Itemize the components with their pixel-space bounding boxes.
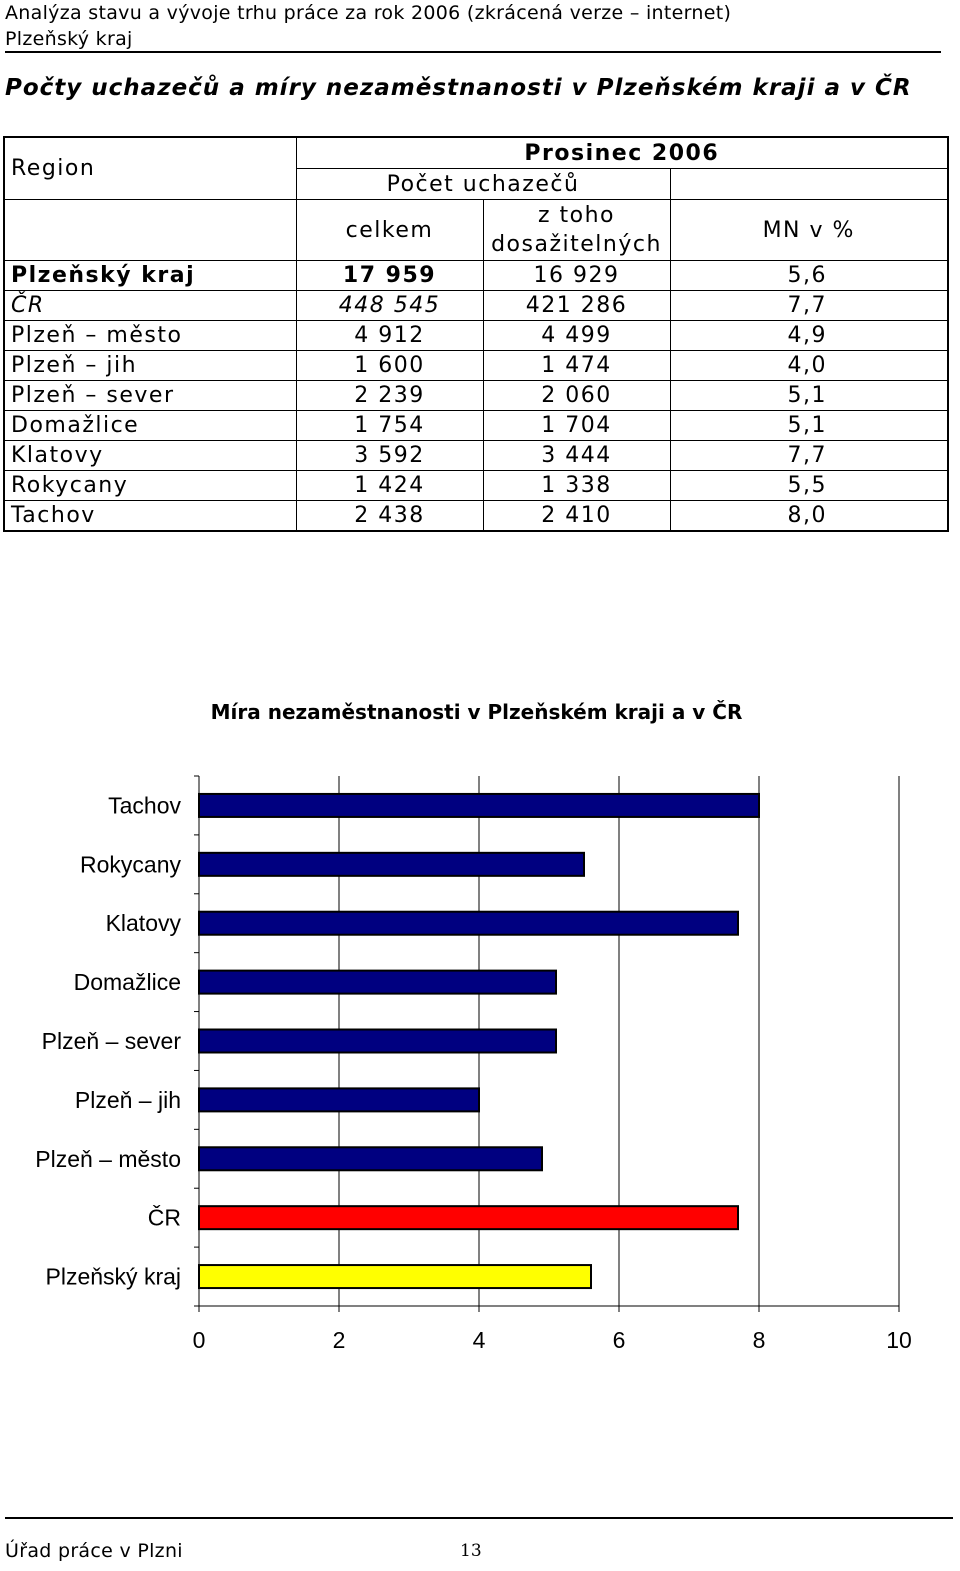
section-title: Počty uchazečů a míry nezaměstnanosti v Plzeňském kraji a v ČR <box>5 75 912 101</box>
table-header-row-3 <box>4 200 948 261</box>
region-cell: ČR <box>4 291 296 321</box>
bar <box>199 1147 542 1170</box>
unemployment-rate-chart <box>0 760 953 1370</box>
table-row <box>4 381 948 411</box>
rate-cell: 5,1 <box>670 381 948 411</box>
total-cell: 2 239 <box>296 381 483 411</box>
header-rule <box>5 51 941 53</box>
available-cell: 1 474 <box>483 351 670 381</box>
document-header <box>5 0 941 52</box>
total-header: celkem <box>296 200 483 261</box>
x-tick-label: 2 <box>332 1327 346 1353</box>
table-body <box>4 261 948 532</box>
available-cell: 4 499 <box>483 321 670 351</box>
rate-cell: 4,0 <box>670 351 948 381</box>
available-cell: 16 929 <box>483 261 670 291</box>
available-header: z toho dosažitelných <box>483 200 670 261</box>
available-cell: 421 286 <box>483 291 670 321</box>
rate-cell: 5,1 <box>670 411 948 441</box>
bar <box>199 794 759 817</box>
bar <box>199 853 584 876</box>
region-cell: Klatovy <box>4 441 296 471</box>
table-row <box>4 441 948 471</box>
x-tick-label: 4 <box>472 1327 486 1353</box>
region-cell: Plzeňský kraj <box>4 261 296 291</box>
total-cell: 4 912 <box>296 321 483 351</box>
table-row <box>4 471 948 501</box>
category-label: Plzeňský kraj <box>45 1263 181 1290</box>
x-tick-label: 6 <box>612 1327 626 1353</box>
bar <box>199 971 556 994</box>
total-cell: 3 592 <box>296 441 483 471</box>
region-cell: Plzeň – sever <box>4 381 296 411</box>
region-cell: Tachov <box>4 501 296 532</box>
bar <box>199 1088 479 1111</box>
category-label: Tachov <box>108 792 181 819</box>
rate-cell: 5,5 <box>670 471 948 501</box>
total-cell: 1 424 <box>296 471 483 501</box>
table-row <box>4 411 948 441</box>
rate-cell: 5,6 <box>670 261 948 291</box>
region-cell: Plzeň – město <box>4 321 296 351</box>
table-row <box>4 501 948 532</box>
bar <box>199 1030 556 1053</box>
available-cell: 1 704 <box>483 411 670 441</box>
rate-cell: 7,7 <box>670 441 948 471</box>
footer-office: Úřad práce v Plzni <box>5 1540 183 1562</box>
category-label: Rokycany <box>80 851 181 878</box>
table-row <box>4 321 948 351</box>
total-cell: 448 545 <box>296 291 483 321</box>
rate-header: MN v % <box>670 200 948 261</box>
category-label: Plzeň – jih <box>74 1086 181 1113</box>
category-label: ČR <box>147 1204 181 1231</box>
chart-title: Míra nezaměstnanosti v Plzeňském kraji a v ČR <box>210 700 743 724</box>
table-row <box>4 351 948 381</box>
rate-cell: 4,9 <box>670 321 948 351</box>
total-cell: 2 438 <box>296 501 483 532</box>
bar <box>199 1206 738 1229</box>
available-cell: 2 060 <box>483 381 670 411</box>
footer-rule <box>5 1517 953 1519</box>
available-cell: 2 410 <box>483 501 670 532</box>
region-cell: Plzeň – jih <box>4 351 296 381</box>
total-cell: 17 959 <box>296 261 483 291</box>
group-header: Počet uchazečů <box>296 169 670 200</box>
category-label: Klatovy <box>105 910 181 937</box>
bar <box>199 912 738 935</box>
region-header: Region <box>4 137 296 200</box>
available-cell: 3 444 <box>483 441 670 471</box>
bar <box>199 1265 591 1288</box>
category-label: Plzeň – město <box>35 1145 181 1172</box>
page-number: 13 <box>460 1541 482 1561</box>
empty-region-cell <box>4 200 296 261</box>
category-label: Plzeň – sever <box>41 1028 181 1054</box>
empty-header-cell <box>670 169 948 200</box>
table-row <box>4 291 948 321</box>
x-tick-label: 8 <box>752 1327 766 1353</box>
rate-cell: 7,7 <box>670 291 948 321</box>
region-cell: Domažlice <box>4 411 296 441</box>
header-region: Plzeňský kraj <box>5 28 133 50</box>
available-cell: 1 338 <box>483 471 670 501</box>
total-cell: 1 754 <box>296 411 483 441</box>
region-cell: Rokycany <box>4 471 296 501</box>
x-tick-label: 0 <box>192 1327 206 1353</box>
table-row <box>4 261 948 291</box>
x-tick-label: 10 <box>886 1327 912 1353</box>
unemployment-table <box>3 136 949 532</box>
header-title: Analýza stavu a vývoje trhu práce za rok 2006 (zkrácená verze – internet) <box>5 2 732 24</box>
category-label: Domažlice <box>73 969 181 996</box>
total-cell: 1 600 <box>296 351 483 381</box>
period-header: Prosinec 2006 <box>296 137 948 169</box>
table-header-row-1 <box>4 137 948 169</box>
rate-cell: 8,0 <box>670 501 948 532</box>
